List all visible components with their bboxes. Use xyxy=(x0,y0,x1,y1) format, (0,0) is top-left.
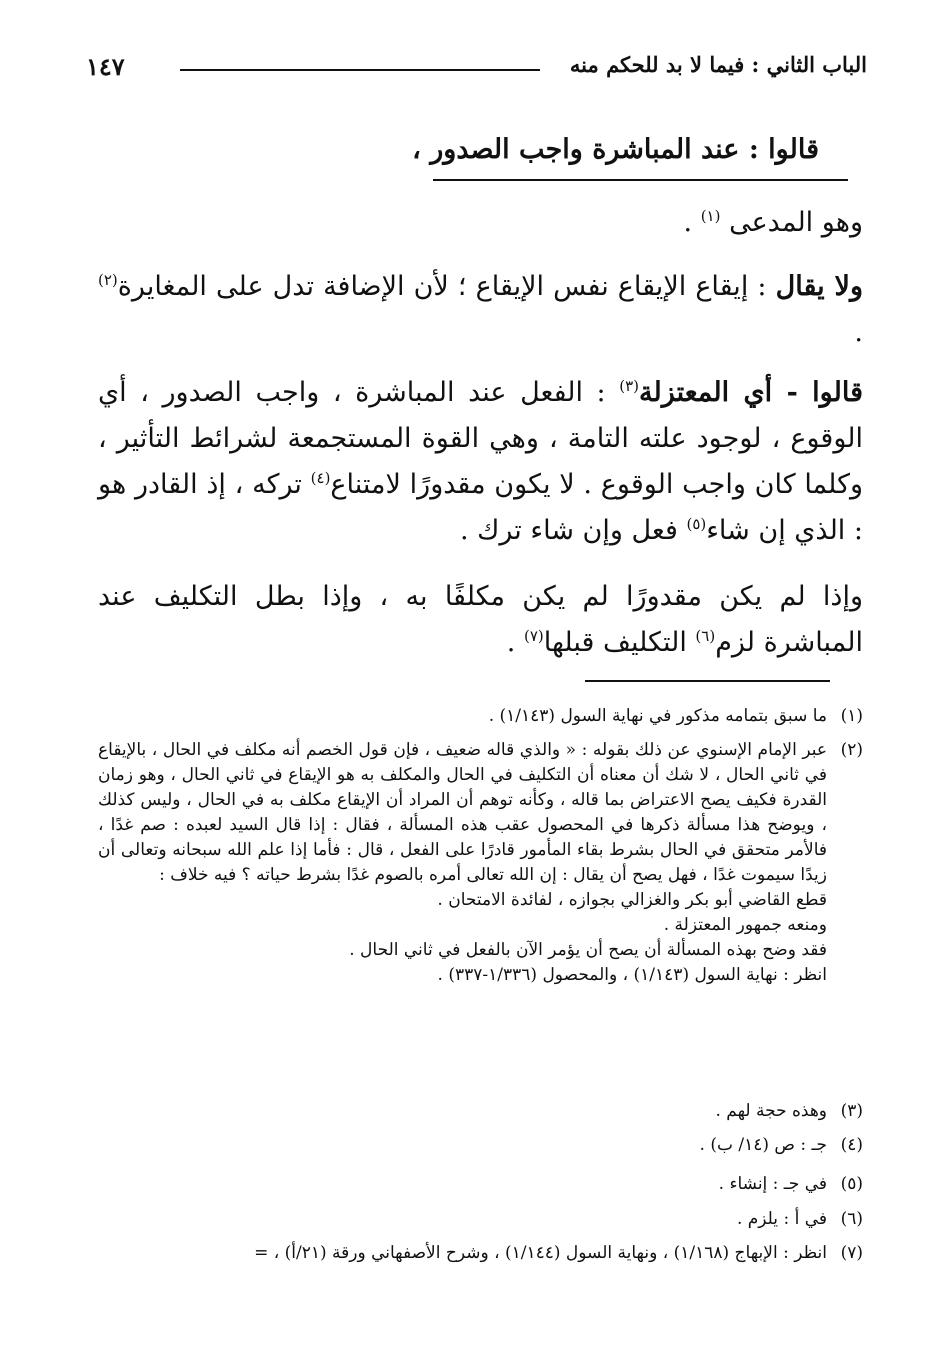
paragraph-3-text-3: فعل وإن شاء ترك . xyxy=(459,515,687,546)
footnote-1-text: ما سبق بتمامه مذكور في نهاية السول (١/١٤٣) . xyxy=(488,706,827,726)
footnote-ref-5: (٥) xyxy=(686,515,707,533)
paragraph-2-lead: ولا يقال xyxy=(775,271,863,302)
footnote-ref-3: (٣) xyxy=(619,377,640,395)
footnote-4-text: جـ : ص (١٤/ ب) . xyxy=(699,1135,827,1155)
footnote-2-text: عبر الإمام الإسنوي عن ذلك بقوله : « والذي قاله ضعيف ، فإن قول الخصم أنه مكلف في الحال ، بالإيقاع في ثاني الحال ، لا شك أن معناه أن التكليف في الحال والمكلف به هو الإيقاع في ثاني الحال ، وهو زمان القدرة فكيف يصح الاعتراض بما قاله ، وكأنه توهم أن المراد أن الإيقاع مكلف به في الحال ، وليس كذلك ، ويوضح هذا مسألة ذكرها في المحصول عقب هذه المسألة ، فقال : إذا قال السيد لعبده : صم غدًا ، فالأمر متحقق في الحال بشرط بقاء المأمور قادرًا على الفعل ، قال : فأما إذا علم الله سبحانه وتعالى أن زيدًا سيموت غدًا ، فهل يصح أن يقال : إن الله تعالى أمره بالصوم غدًا بشرط حياته ؟ فيه خلاف : xyxy=(98,740,827,885)
paragraph-3 xyxy=(98,370,863,554)
paragraph-1-text: وهو المدعى xyxy=(729,207,863,238)
footnote-7-number: (٧) xyxy=(840,1243,863,1263)
footnote-5-number: (٥) xyxy=(840,1174,863,1194)
paragraph-4-text-2: التكليف قبلها xyxy=(543,627,696,658)
paragraph-2-text: : إيقاع الإيقاع نفس الإيقاع ؛ لأن الإضافة تدل على المغايرة xyxy=(117,271,776,302)
footnote-ref-4: (٤) xyxy=(310,469,331,487)
paragraph-3-text-1: : الفعل عند المباشرة ، واجب الصدور ، أي الوقوع ، لوجود علته التامة ، وهي القوة المستجمعة لشرائط التأثير ، وكلما كان واجب الوقوع . لا يكون مقدورًا لامتناع xyxy=(98,377,863,500)
footnote-separator xyxy=(585,680,830,682)
paragraph-1 xyxy=(98,200,863,246)
running-header-title: الباب الثاني : فيما لا بد للحكم منه xyxy=(569,52,867,77)
footnote-1 xyxy=(98,704,863,729)
footnote-3-number: (٣) xyxy=(840,1101,863,1121)
paragraph-4-text-1: وإذا لم يكن مقدورًا لم يكن مكلفًا به ، وإذا بطل التكليف عند المباشرة لزم xyxy=(98,581,863,658)
footnote-4 xyxy=(98,1133,863,1158)
footnote-5-text: في جـ : إنشاء . xyxy=(718,1174,827,1194)
paragraph-3-lead: قالوا - أي المعتزلة xyxy=(639,377,863,408)
footnote-2 xyxy=(98,738,863,988)
footnote-ref-2: (٢) xyxy=(98,271,118,289)
section-heading xyxy=(412,134,819,165)
paragraph-4-end: . xyxy=(506,627,524,658)
footnote-2-line-4: فقد وضح بهذه المسألة أن يصح أن يؤمر الآن بالفعل في ثاني الحال . xyxy=(349,940,827,960)
footnote-2-line-5: انظر : نهاية السول (١/١٤٣) ، والمحصول (١/٣٣٦-٣٣٧) . xyxy=(437,965,827,985)
footnote-1-number: (١) xyxy=(840,706,863,726)
footnote-7-text: انظر : الإبهاج (١/١٦٨) ، ونهاية السول (١/١٤٤) ، وشرح الأصفهاني ورقة (٢١/أ) ، = xyxy=(254,1243,827,1263)
paragraph-3-text-2: تركه ، إذ القادر هو : الذي إن شاء xyxy=(98,469,863,546)
footnote-6-text: في أ : يلزم . xyxy=(736,1209,827,1229)
footnote-ref-1: (١) xyxy=(700,207,721,225)
paragraph-2-end: . xyxy=(854,317,863,348)
footnote-5 xyxy=(98,1172,863,1197)
footnote-2-number: (٢) xyxy=(840,740,863,760)
heading-underline xyxy=(433,179,848,181)
footnote-3-text: وهذه حجة لهم . xyxy=(715,1101,827,1121)
header-rule xyxy=(180,69,540,71)
section-heading-text: قالوا : عند المباشرة واجب الصدور ، xyxy=(412,134,819,165)
footnote-7 xyxy=(98,1241,863,1266)
paragraph-4 xyxy=(98,574,863,666)
paragraph-1-end: . xyxy=(683,207,701,238)
page-number: ١٤٧ xyxy=(86,52,125,81)
footnote-6 xyxy=(98,1207,863,1232)
footnote-3 xyxy=(98,1099,863,1124)
footnote-2-line-3: ومنعه جمهور المعتزلة . xyxy=(663,915,827,935)
footnote-2-line-2: قطع القاضي أبو بكر والغزالي بجوازه ، لفائدة الامتحان . xyxy=(437,890,827,910)
paragraph-2 xyxy=(98,264,863,356)
footnote-ref-7: (٧) xyxy=(523,627,544,645)
footnote-4-number: (٤) xyxy=(840,1135,863,1155)
footnote-ref-6: (٦) xyxy=(695,627,716,645)
footnote-6-number: (٦) xyxy=(840,1209,863,1229)
